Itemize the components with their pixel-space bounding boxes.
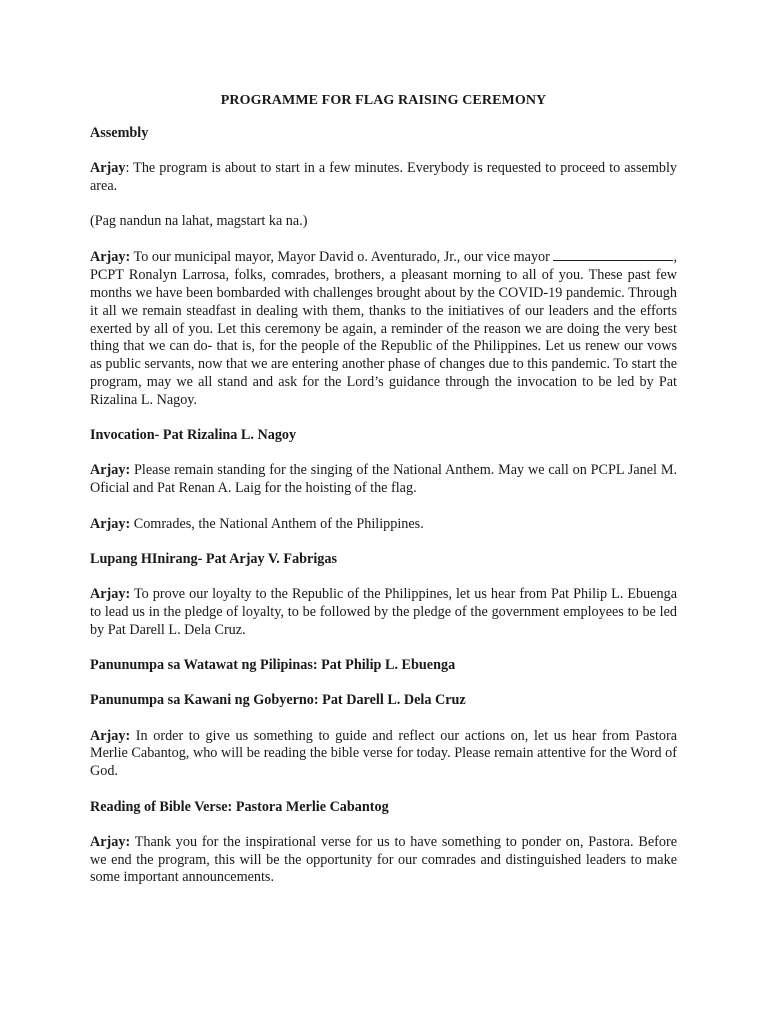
- speaker-label: Arjay:: [90, 586, 131, 603]
- paragraph-anthem-call: [90, 462, 677, 498]
- section-heading-assembly: Assembly: [90, 124, 149, 141]
- paragraph-stage-note: (Pag nandun na lahat, magstart ka na.): [90, 213, 308, 230]
- paragraph-closing: [90, 834, 677, 887]
- section-heading-pledge-employees: Panunumpa sa Kawani ng Gobyerno: Pat Darell L. Dela Cruz: [90, 692, 466, 709]
- paragraph-assembly-call: [90, 160, 677, 196]
- speaker-label: Arjay: [90, 160, 126, 177]
- paragraph-text: Comrades, the National Anthem of the Philippines.: [130, 515, 424, 532]
- speaker-label: Arjay:: [90, 833, 131, 850]
- paragraph-bible-intro: [90, 728, 677, 781]
- blank-line: [553, 248, 673, 261]
- paragraph-text: , PCPT Ronalyn Larrosa, folks, comrades, brothers, a pleasant morning to all of you. These past few months we have been bombarded with challenges brought about by the COVID-19 pandemic. Through it all we remain steadfast in dealing with them, thanks to the initiatives of our leaders and the efforts exerted by all of you. Let this ceremony be again, a reminder of the reason we are doing the very best thing that we can do- that is, for the people of the Republic of the Philippines. Let us renew our vows as public servants, now that we are entering another phase of changes due to this pandemic. To start the program, may we all stand and ask for the Lord’s guidance through the invocation to be led by Pat Rizalina L. Nagoy.: [90, 249, 677, 408]
- paragraph-text: To prove our loyalty to the Republic of the Philippines, let us hear from Pat Philip L. Ebuenga to lead us in the pledge of loyalty, to be followed by the pledge of the government employees to be led by Pat Darell L. Dela Cruz.: [90, 586, 677, 638]
- paragraph-text: To our municipal mayor, Mayor David o. Aventurado, Jr., our vice mayor: [130, 249, 554, 266]
- paragraph-text: Please remain standing for the singing of the National Anthem. May we call on PCPL Janel M. Oficial and Pat Renan A. Laig for the hoisting of the flag.: [90, 462, 677, 497]
- page-title: PROGRAMME FOR FLAG RAISING CEREMONY: [220, 93, 547, 108]
- section-heading-invocation: Invocation- Pat Rizalina L. Nagoy: [90, 427, 297, 444]
- document-page: [90, 92, 677, 905]
- speaker-label: Arjay:: [90, 727, 131, 744]
- paragraph-text: Thank you for the inspirational verse for us to have something to ponder on, Pastora. Before we end the program, this will be the opportunity for our comrades and distinguished leaders to make some important announcements.: [90, 833, 677, 886]
- speaker-label: Arjay:: [90, 515, 131, 532]
- paragraph-text: In order to give us something to guide and reflect our actions on, let us hear from Pastora Merlie Cabantog, who will be reading the bible verse for today. Please remain attentive for the Word of God.: [90, 727, 677, 780]
- paragraph-opening-remarks: [90, 248, 677, 409]
- section-heading-bible: Reading of Bible Verse: Pastora Merlie Cabantog: [90, 798, 389, 815]
- paragraph-text: : The program is about to start in a few minutes. Everybody is requested to proceed to assembly area.: [90, 160, 677, 194]
- section-heading-anthem: Lupang HInirang- Pat Arjay V. Fabrigas: [90, 550, 338, 567]
- speaker-label: Arjay:: [90, 249, 131, 266]
- paragraph-pledge-intro: [90, 586, 677, 639]
- paragraph-anthem-intro: [90, 516, 677, 534]
- speaker-label: Arjay:: [90, 462, 131, 479]
- section-heading-pledge-flag: Panunumpa sa Watawat ng Pilipinas: Pat Philip L. Ebuenga: [90, 657, 456, 674]
